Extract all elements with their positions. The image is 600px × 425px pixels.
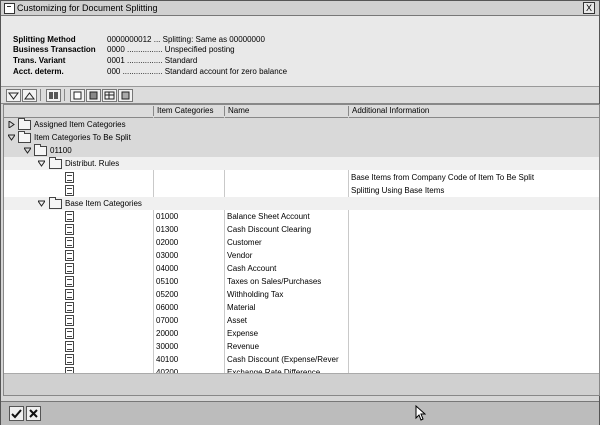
find-icon[interactable] [46,89,61,102]
document-icon [65,172,74,183]
document-icon [65,250,74,261]
document-icon [65,237,74,248]
additional-info-text: Splitting Using Base Items [351,186,445,195]
folder-open-icon [34,146,47,156]
item-category-name: Vendor [227,251,253,260]
header-panel [1,16,599,87]
folder-open-icon [18,133,31,143]
cancel-icon[interactable] [26,406,41,421]
collapse-icon[interactable] [22,89,37,102]
column-header-additional-info[interactable]: Additional Information [348,106,592,116]
tree-node-base-item-categories[interactable] [4,197,599,210]
expand-triangle-icon[interactable] [8,121,15,128]
grid-empty-area [4,373,599,396]
tree-node-label: Distribut. Rules [65,159,120,168]
mouse-cursor-icon [415,405,426,421]
tree-node-to-split[interactable] [4,131,599,144]
document-icon [65,263,74,274]
item-category-name: Withholding Tax [227,290,284,299]
tree-node-01100[interactable] [4,144,599,157]
header-label: Splitting Method [13,35,76,44]
item-category-name: Expense [227,329,259,338]
folder-icon [18,120,31,130]
table-row[interactable] [4,210,599,223]
item-category-name: Asset [227,316,248,325]
item-category-code: 01300 [156,225,179,234]
close-button[interactable]: X [583,2,595,14]
document-icon [65,302,74,313]
item-category-code: 40100 [156,355,179,364]
tree-node-assigned[interactable] [4,118,599,131]
tree-node-distribut-rules[interactable] [4,157,599,170]
item-category-code: 05100 [156,277,179,286]
item-category-code: 02000 [156,238,179,247]
item-category-code: 03000 [156,251,179,260]
folder-open-icon [49,199,62,209]
header-value: 0000 ................ Unspecified posting [107,45,235,54]
check-icon[interactable] [9,406,24,421]
table-row[interactable] [4,340,599,353]
header-value: 0000000012 ... Splitting: Same as 00000000 [107,35,265,44]
window-icon [4,3,15,14]
collapse-triangle-icon[interactable] [24,147,31,154]
item-category-code: 05200 [156,290,179,299]
toolbar [1,87,599,104]
window-title: Customizing for Document Splitting [17,3,158,13]
tree-node-label: Assigned Item Categories [34,120,126,129]
item-category-code: 01000 [156,212,179,221]
table-row[interactable] [4,327,599,340]
header-label: Trans. Variant [13,56,66,65]
item-category-name: Material [227,303,256,312]
document-icon [65,354,74,365]
column-header-item-categories[interactable]: Item Categories [153,106,224,116]
status-bar [1,401,599,425]
header-label: Business Transaction [13,45,96,54]
item-category-code: 30000 [156,342,179,351]
toolbar-separator [40,89,41,101]
document-icon [65,276,74,287]
column-header-row [4,105,599,118]
layout-icon[interactable] [102,89,117,102]
item-category-code: 04000 [156,264,179,273]
document-icon [65,289,74,300]
table-row[interactable] [4,353,599,366]
expand-icon[interactable] [6,89,21,102]
item-category-code: 06000 [156,303,179,312]
table-row[interactable] [4,249,599,262]
document-icon [65,224,74,235]
tree-grid [3,104,600,396]
list-item[interactable] [4,184,599,197]
document-icon [65,328,74,339]
item-category-name: Cash Discount Clearing [227,225,312,234]
collapse-triangle-icon[interactable] [38,200,45,207]
item-category-name: Revenue [227,342,260,351]
header-value: 000 .................. Standard account for zero balance [107,67,288,76]
document-icon [65,341,74,352]
display-icon[interactable] [70,89,85,102]
detail-icon[interactable] [86,89,101,102]
collapse-triangle-icon[interactable] [38,160,45,167]
item-category-name: Cash Account [227,264,277,273]
item-category-name: Cash Discount (Expense/Rever [227,355,339,364]
item-category-code: 07000 [156,316,179,325]
title-bar [1,1,599,16]
header-value: 0001 ................ Standard [107,56,198,65]
tree-node-label: Base Item Categories [65,199,142,208]
item-category-name: Balance Sheet Account [227,212,310,221]
table-row[interactable] [4,223,599,236]
collapse-triangle-icon[interactable] [8,134,15,141]
list-item[interactable] [4,171,599,184]
toolbar-separator [64,89,65,101]
table-row[interactable] [4,288,599,301]
item-category-name: Customer [227,238,262,247]
folder-open-icon [49,159,62,169]
table-row[interactable] [4,314,599,327]
document-icon [65,315,74,326]
item-category-name: Taxes on Sales/Purchases [227,277,322,286]
tree-node-label: 01100 [50,146,72,155]
header-label: Acct. determ. [13,67,64,76]
item-category-code: 20000 [156,329,179,338]
table-row[interactable] [4,236,599,249]
column-header-name[interactable]: Name [224,106,348,116]
table-row[interactable] [4,301,599,314]
document-icon [65,185,74,196]
settings-icon[interactable] [118,89,133,102]
additional-info-text: Base Items from Company Code of Item To Be Split [351,173,535,182]
document-icon [65,211,74,222]
tree-node-label: Item Categories To Be Split [34,133,131,142]
table-row[interactable] [4,275,599,288]
table-row[interactable] [4,262,599,275]
